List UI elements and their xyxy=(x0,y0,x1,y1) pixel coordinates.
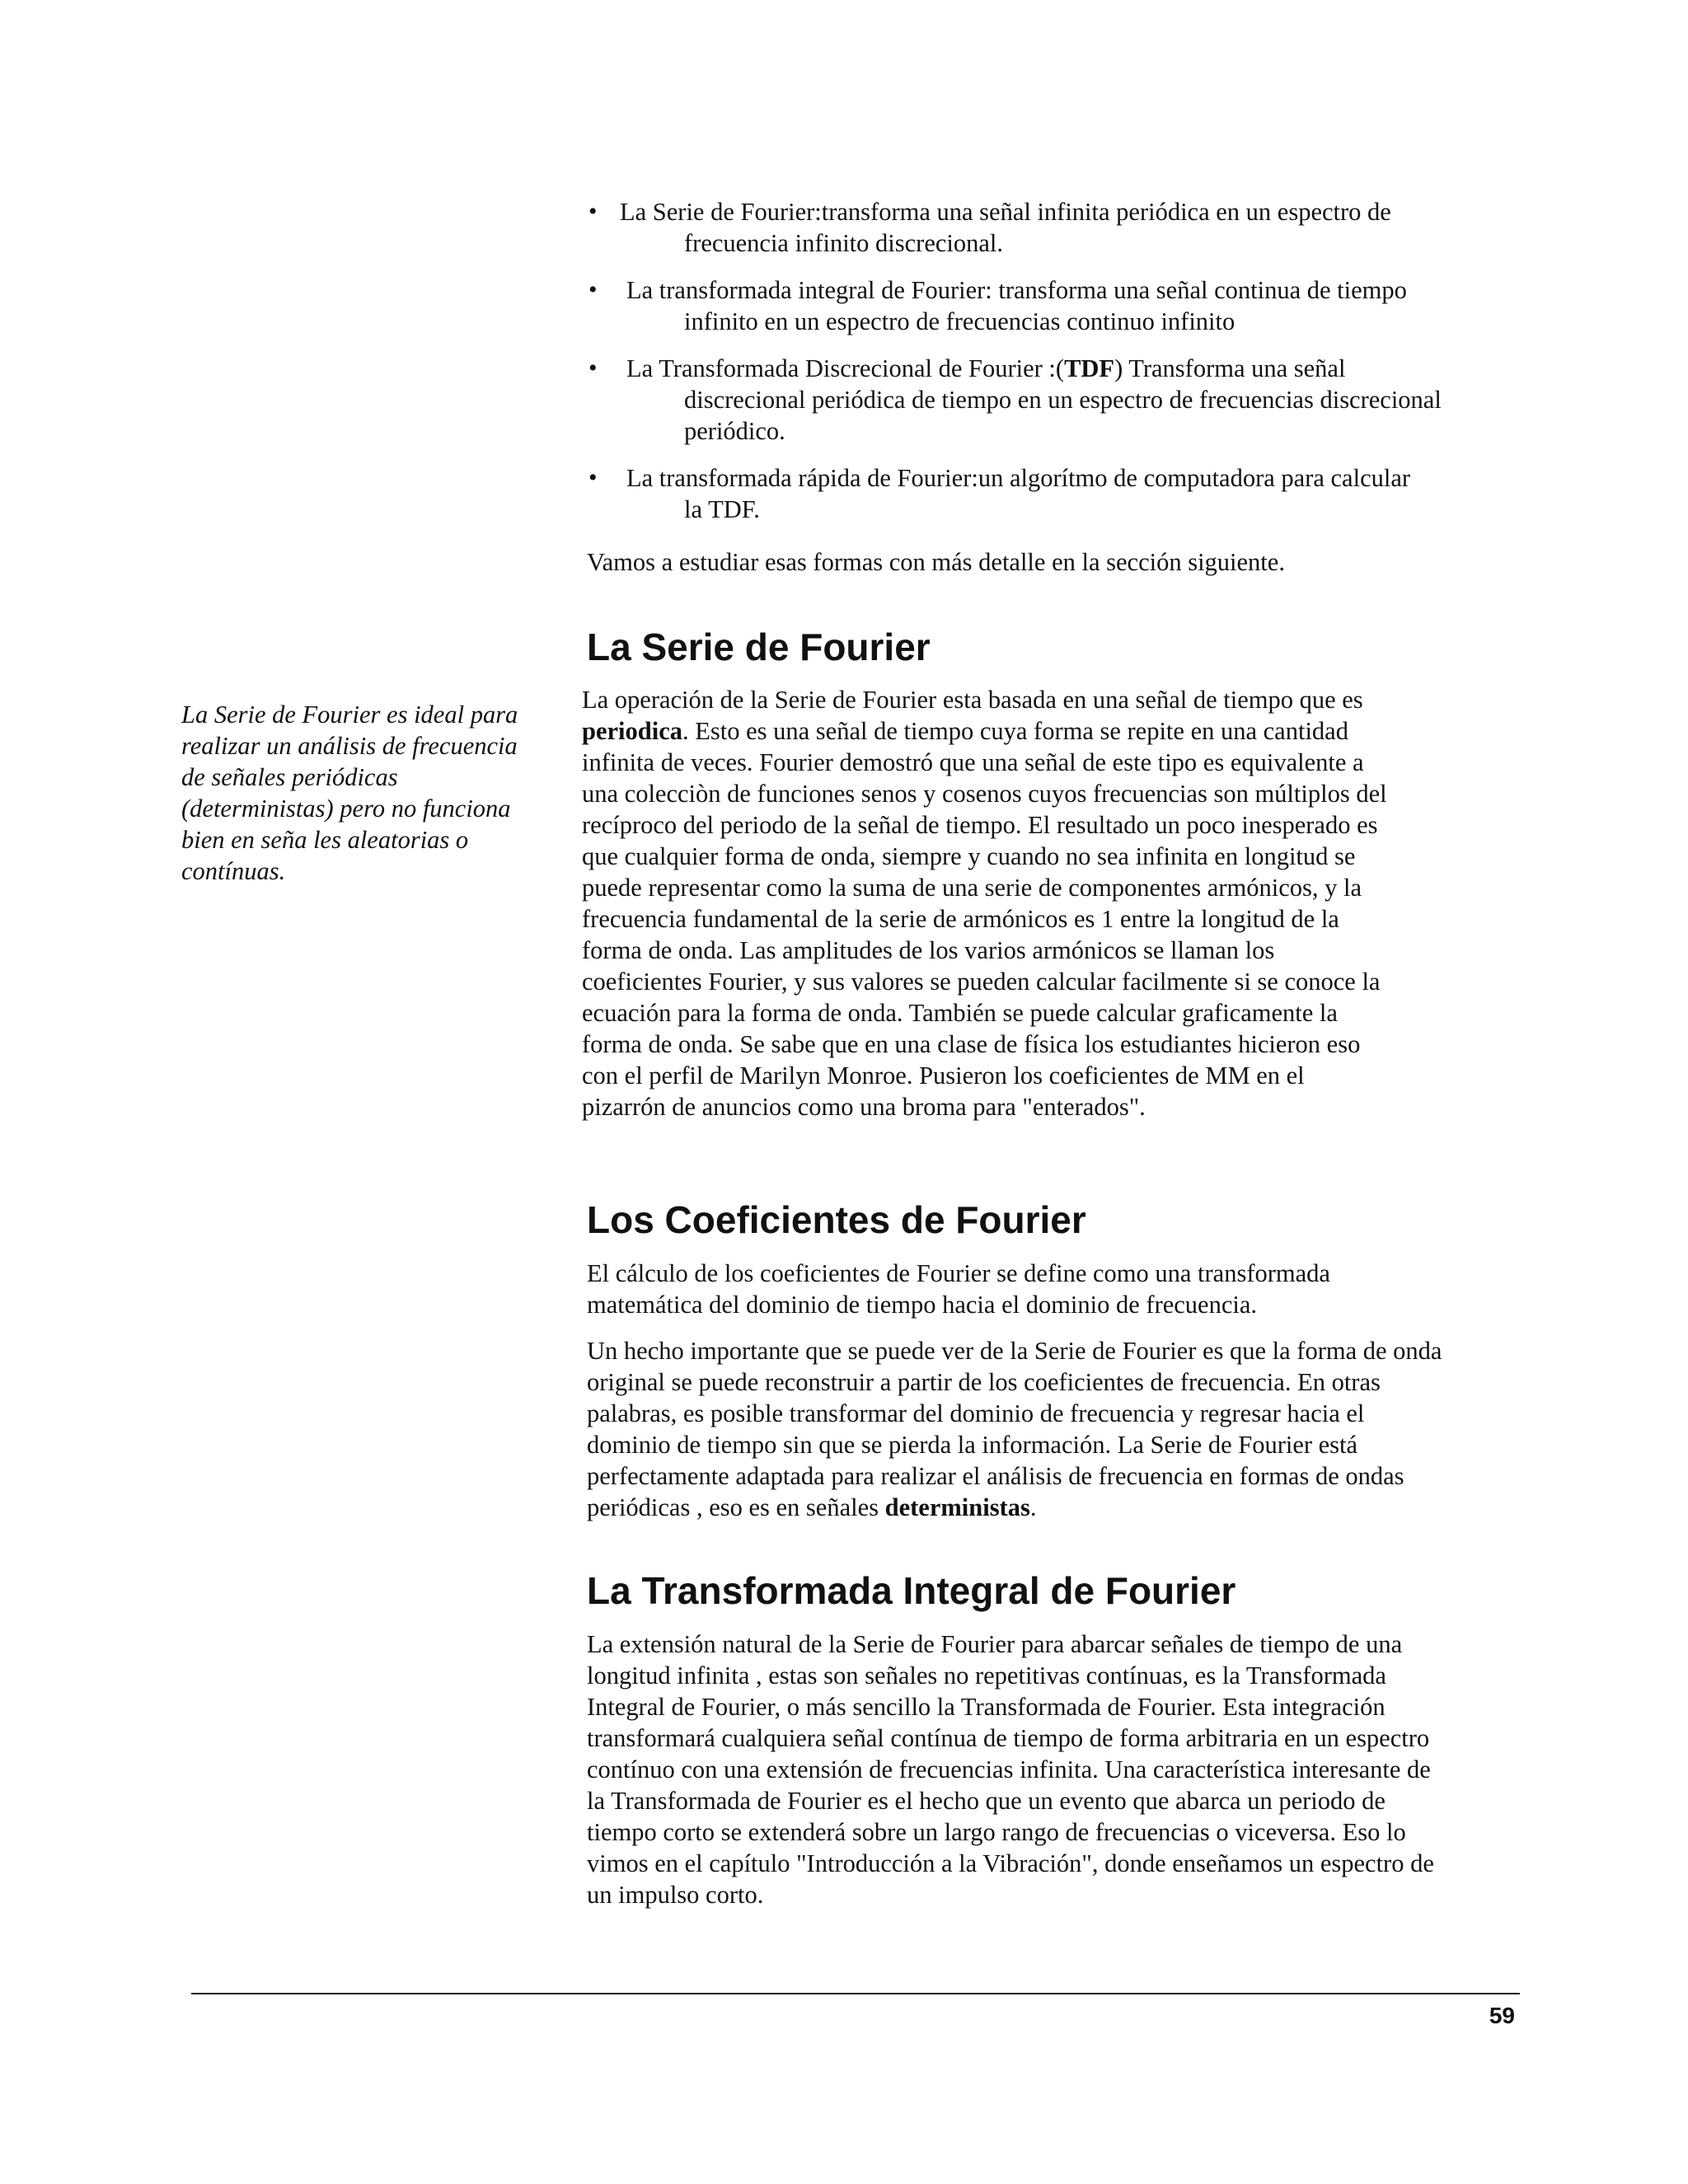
body-line: forma de onda. Las amplitudes de los varios armónicos se llaman los xyxy=(582,936,1275,964)
body-line: con el perfil de Marilyn Monroe. Pusieron los coeficientes de MM en el xyxy=(582,1062,1305,1090)
periodica-bold: periodica xyxy=(582,717,682,745)
sidebar-line: (deterministas) pero no funciona xyxy=(181,794,511,823)
body-line: Integral de Fourier, o más sencillo la Transformada de Fourier. Esta integración xyxy=(587,1693,1386,1721)
bullet-text: La transformada rápida de Fourier:un algorítmo de computadora para calcular xyxy=(626,464,1411,492)
sidebar-line: La Serie de Fourier es ideal para xyxy=(181,701,518,729)
body-line: contínuo con una extensión de frecuencias infinita. Una característica interesante de xyxy=(587,1755,1431,1783)
body-line: Un hecho importante que se puede ver de la Serie de Fourier es que la forma de onda xyxy=(587,1337,1442,1365)
body-line: infinita de veces. Fourier demostró que una señal de este tipo es equivalente a xyxy=(582,748,1364,776)
bullet-text: La Serie de Fourier:transforma una señal infinita periódica en un espectro de xyxy=(620,198,1391,226)
section-heading-transformada: La Transformada Integral de Fourier xyxy=(587,1569,1236,1612)
bullet-icon: • xyxy=(588,464,598,491)
body-line: La extensión natural de la Serie de Fourier para abarcar señales de tiempo de una xyxy=(587,1630,1403,1658)
body-line: matemática del dominio de tiempo hacia el dominio de frecuencia. xyxy=(587,1291,1258,1319)
bullet-icon: • xyxy=(588,198,598,225)
body-line xyxy=(582,715,1387,747)
tdf-abbreviation: TDF xyxy=(1064,354,1115,382)
section-heading-coeficientes: Los Coeficientes de Fourier xyxy=(587,1198,1086,1241)
bullet-text: La transformada integral de Fourier: transforma una señal continua de tiempo xyxy=(626,276,1407,304)
list-item xyxy=(585,353,1533,447)
sidebar-line: bien en seña les aleatorias o xyxy=(181,826,469,854)
sidebar-note xyxy=(181,699,560,887)
list-item xyxy=(585,274,1533,337)
body-line: una colecciòn de funciones senos y cosenos cuyos frecuencias son múltiplos del xyxy=(582,780,1387,808)
body-line: la Transformada de Fourier es el hecho que un evento que abarca un periodo de xyxy=(587,1787,1386,1815)
body-line: El cálculo de los coeficientes de Fourier se define como una transformada xyxy=(587,1259,1330,1287)
fourier-forms-list xyxy=(585,196,1533,541)
body-line: tiempo corto se extenderá sobre un largo rango de frecuencias o viceversa. Eso lo xyxy=(587,1818,1406,1846)
body-line xyxy=(587,1492,1442,1523)
list-item xyxy=(585,196,1533,259)
body-line: perfectamente adaptada para realizar el análisis de frecuencia en formas de ondas xyxy=(587,1462,1404,1490)
bullet-text-continued: infinito en un espectro de frecuencias continuo infinito xyxy=(684,307,1236,335)
bullet-text-post: ) Transforma una señal xyxy=(1114,354,1346,382)
footer-rule xyxy=(191,1993,1520,1994)
body-line: un impulso corto. xyxy=(587,1881,764,1909)
deterministas-bold: deterministas xyxy=(884,1493,1030,1521)
body-line: longitud infinita , estas son señales no repetitivas contínuas, es la Transformada xyxy=(587,1661,1386,1690)
bullet-text-continued: frecuencia infinito discrecional. xyxy=(684,229,1003,257)
body-line: dominio de tiempo sin que se pierda la información. La Serie de Fourier está xyxy=(587,1431,1358,1459)
page-number: 59 xyxy=(1489,2003,1515,2028)
body-line: frecuencia fundamental de la serie de armónicos es 1 entre la longitud de la xyxy=(582,905,1339,933)
sidebar-line: realizar un análisis de frecuencia xyxy=(181,732,518,760)
bullet-icon: • xyxy=(588,354,598,382)
bullet-text-pre: La Transformada Discrecional de Fourier :( xyxy=(626,354,1065,382)
body-line: forma de onda. Se sabe que en una clase de física los estudiantes hicieron eso xyxy=(582,1030,1361,1058)
body-line: puede representar como la suma de una serie de componentes armónicos, y la xyxy=(582,874,1362,902)
body-line: vimos en el capítulo "Introducción a la Vibración", donde enseñamos un espectro de xyxy=(587,1849,1434,1877)
body-line-rest: . Esto es una señal de tiempo cuya forma se repite en una cantidad xyxy=(682,717,1348,745)
body-line-pre: periódicas , eso es en señales xyxy=(587,1493,885,1521)
section-body-transformada xyxy=(587,1629,1434,1910)
body-line: que cualquier forma de onda, siempre y cuando no sea infinita en longitud se xyxy=(582,842,1356,870)
section-heading-serie: La Serie de Fourier xyxy=(587,626,931,668)
sidebar-line: de señales periódicas xyxy=(181,763,398,791)
body-line: original se puede reconstruir a partir de los coeficientes de frecuencia. En otras xyxy=(587,1368,1381,1396)
body-line: coeficientes Fourier, y sus valores se pueden calcular facilmente si se conoce la xyxy=(582,968,1381,996)
bullet-text-continued: discrecional periódica de tiempo en un espectro de frecuencias discrecional xyxy=(684,386,1442,414)
section-body-coeficientes xyxy=(587,1258,1442,1523)
body-line: transformará cualquiera señal contínua de tiempo de forma arbitraria en un espectro xyxy=(587,1724,1430,1752)
body-line: ecuación para la forma de onda. También se puede calcular graficamente la xyxy=(582,999,1338,1027)
body-line-post: . xyxy=(1029,1493,1037,1521)
bullet-text xyxy=(585,353,1533,384)
bullet-icon: • xyxy=(588,276,598,303)
body-line: pizarrón de anuncios como una broma para "enterados". xyxy=(582,1093,1146,1121)
section-body-serie xyxy=(582,684,1387,1122)
intro-outro-text: Vamos a estudiar esas formas con más detalle en la sección siguiente. xyxy=(587,548,1285,576)
bullet-text-continued: periódico. xyxy=(684,417,785,445)
body-line: recíproco del periodo de la señal de tiempo. El resultado un poco inesperado es xyxy=(582,811,1378,839)
sidebar-line: contínuas. xyxy=(181,857,286,885)
body-line: La operación de la Serie de Fourier esta basada en una señal de tiempo que es xyxy=(582,686,1363,714)
list-item xyxy=(585,462,1533,525)
body-line: palabras, es posible transformar del dominio de frecuencia y regresar hacia el xyxy=(587,1399,1365,1427)
bullet-text-continued: la TDF. xyxy=(684,495,760,523)
